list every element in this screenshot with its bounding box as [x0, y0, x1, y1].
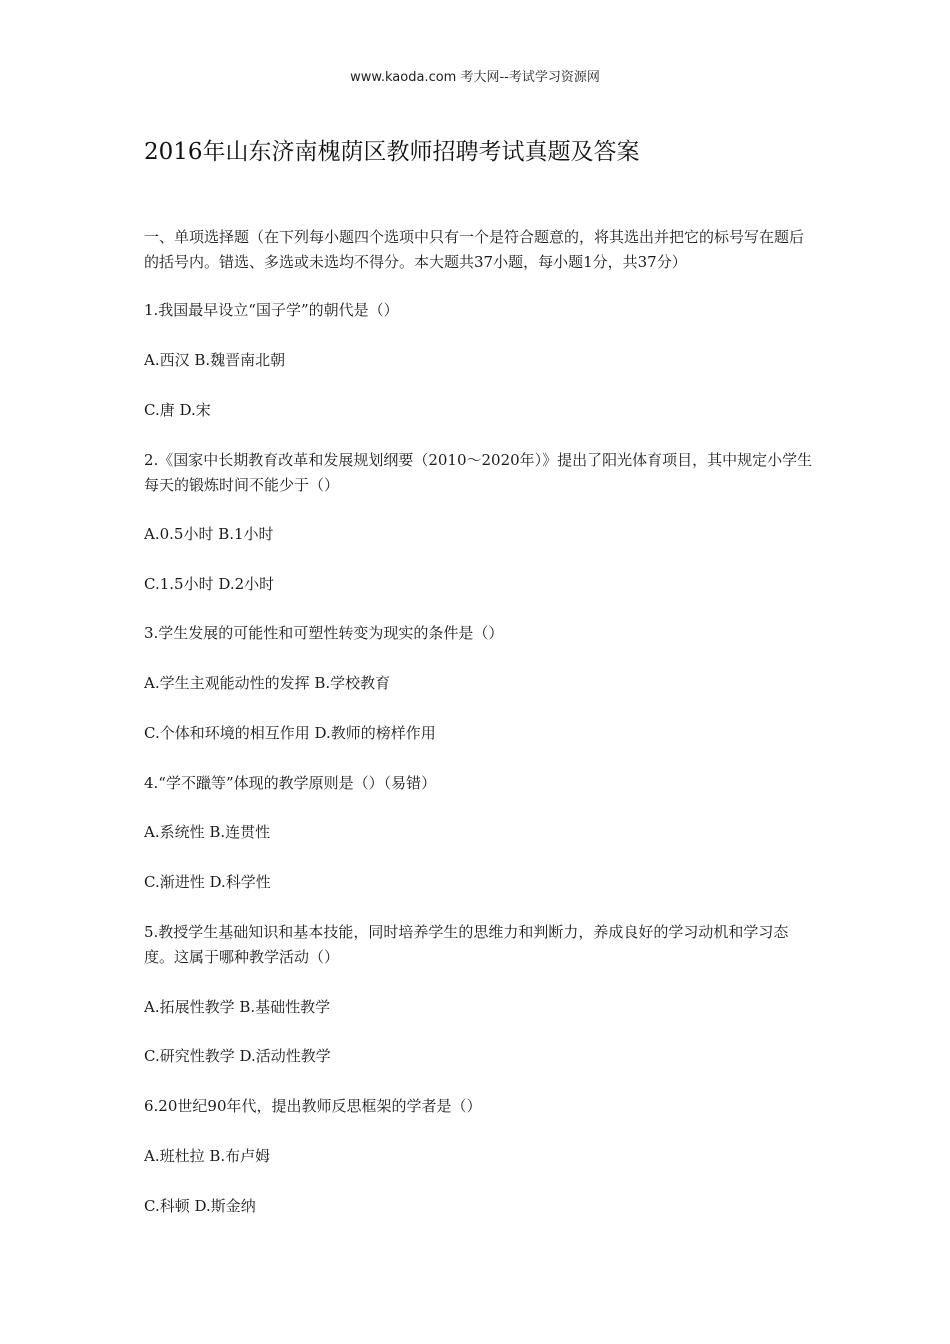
question-4: 4.“学不躐等”体现的教学原则是（）（易错）: [144, 774, 437, 792]
question-4-options-ab: A.系统性 B.连贯性: [144, 823, 271, 841]
question-6-options-ab: A.班杜拉 B.布卢姆: [144, 1147, 271, 1165]
question-2-options-ab: A.0.5小时 B.1小时: [144, 525, 274, 543]
question-6: 6.20世纪90年代，提出教师反思框架的学者是（）: [144, 1097, 482, 1115]
question-3: 3.学生发展的可能性和可塑性转变为现实的条件是（）: [144, 624, 504, 642]
question-1-options-ab: A.西汉 B.魏晋南北朝: [144, 351, 286, 369]
question-3-options-cd: C.个体和环境的相互作用 D.教师的榜样作用: [144, 724, 436, 742]
question-4-options-cd: C.渐进性 D.科学性: [144, 873, 271, 891]
question-6-options-cd: C.科顿 D.斯金纳: [144, 1197, 256, 1215]
page-header: www.kaoda.com 考大网--考试学习资源网: [350, 70, 600, 85]
question-2: 2.《国家中长期教育改革和发展规划纲要（2010～2020年）》提出了阳光体育项目，其中规定小学生每天的锻炼时间不能少于（）: [144, 451, 813, 494]
question-3-options-ab: A.学生主观能动性的发挥 B.学校教育: [144, 674, 391, 692]
question-2-options-cd: C.1.5小时 D.2小时: [144, 575, 275, 593]
question-5-options-ab: A.拓展性教学 B.基础性教学: [144, 998, 331, 1016]
document-title: 2016年山东济南槐荫区教师招聘考试真题及答案: [144, 139, 640, 165]
question-1: 1.我国最早设立“国子学”的朝代是（）: [144, 301, 399, 319]
question-5-options-cd: C.研究性教学 D.活动性教学: [144, 1047, 331, 1065]
question-5: 5.教授学生基础知识和基本技能，同时培养学生的思维力和判断力，养成良好的学习动机和学习态度。这属于哪种教学活动（）: [144, 923, 789, 966]
question-1-options-cd: C.唐 D.宋: [144, 401, 211, 419]
section-instructions: 一、单项选择题（在下列每小题四个选项中只有一个是符合题意的，将其选出并把它的标号写在题后的括号内。错选、多选或未选均不得分。本大题共37小题，每小题1分，共37分）: [144, 228, 805, 271]
